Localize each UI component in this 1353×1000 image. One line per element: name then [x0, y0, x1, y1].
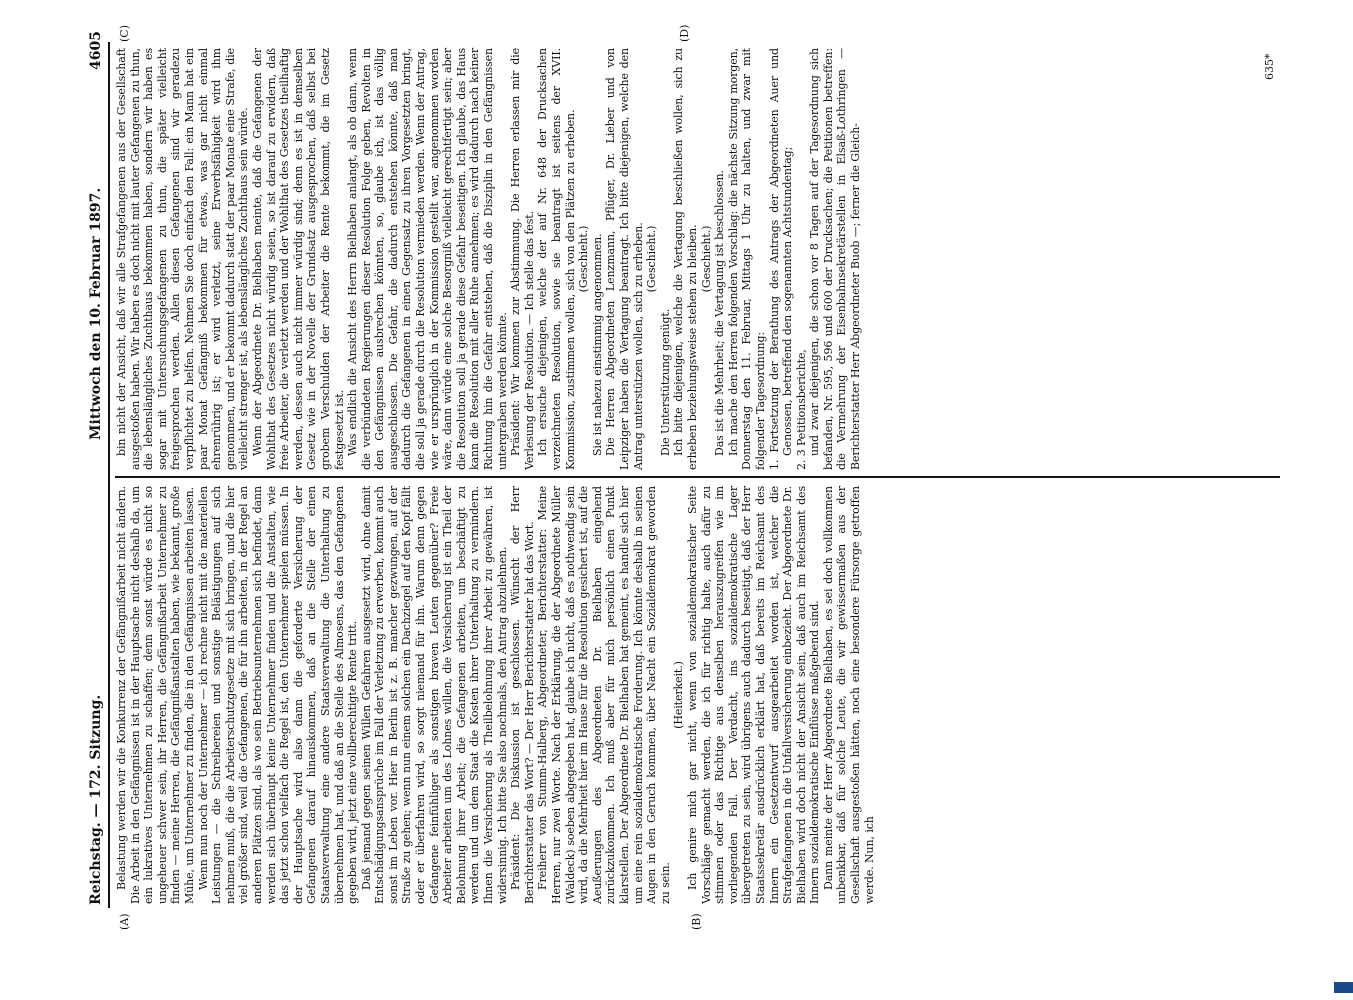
header-left: Reichstag. — 172. Sitzung.	[88, 694, 104, 905]
margin-mark-b: (B)	[690, 913, 703, 930]
signature-mark: 635*	[1263, 53, 1276, 80]
left-column-paragraph: Daß jemand gegen seinen Willen Gefahren ausgesetzt wird, ohne damit Entschädigungsansprüche im Fall der Verletzung zu erwerben, kommt auch sonst im Leben vor. Hier in Berlin ist z. B. mancher gezwungen, auf der Straße zu gehen; wenn nun einem solchen ein Dachziegel auf den Kopf fällt oder er überfahren wird, so sorgt niemand für ihn. Warum denn gegen Gefangene feinfühliger als sonstigen braven Leuten gegenüber? Freie Arbeiter arbeiten um des Lohnes willen, die Versicherung ist ein Theil der Belohnung ihrer Arbeit; die Gefangenen arbeiten, um beschäftigt zu werden und um dem Staat die Kosten ihrer Unterhaltung zu vermindern. Ihnen die Versicherung als Theilbelohnung ihrer Arbeit zu gewähren, ist widersinnig. Ich bitte Sie also nochmals, den Antrag abzulehnen.	[359, 486, 509, 904]
margin-mark-c: (C)	[118, 25, 131, 42]
right-column-paragraph: (Geschieht.)	[577, 225, 591, 293]
left-column-paragraph: Freiherr von Stumm-Halberg, Abgeordneter, Berichterstatter: Meine Herren, nur zwei Worte. Nach der Erklärung, die der Abgeordnete Müller (Waldeck) soeben abgegeben hat, glaube ich nicht, daß es nothwendig sein wird, da die Mehrheit hier im Hause für die Resolution gesichert ist, auf die Aeußerungen des Abgeordneten Dr. Bielhaben eingehend zurückzukommen. Ich muß aber für mich persönlich einen Punkt klarstellen. Der Abgeordnete Dr. Bielhaben hat gemeint, es handle sich hier um eine rein sozialdemokratische Forderung. Ich könnte deshalb in seinen Augen in den Geruch kommen, über Nacht ein Sozialdemokrat geworden zu sein.	[536, 486, 672, 904]
left-column	[115, 486, 876, 904]
right-column-paragraph: Ich bitte diejenigen, welche die Vertagung beschließen wollen, sich zu erheben beziehungsweise stehen zu bleiben.	[672, 48, 699, 470]
right-column-paragraph: Sie ist nahezu einstimmig angenommen.	[590, 233, 604, 456]
header-rule	[108, 42, 110, 908]
left-column-paragraph: Belastung werden wir die Konkurrenz der Gefängnißarbeit nicht ändern. Die Arbeit in den Gefängnissen ist in der Hauptsache nicht deshalb da, um ein lukratives Unternehmen zu schaffen; denn sonst würde es nicht so ungeheuer schwer sein, ihr Herren, die Gefängnißarbeit Unternehmer zu finden — meine Herren, die Gefängnißanstalten haben, wie bekannt, große Mühe, um Unternehmer zu finden, die in den Gefängnissen arbeiten lassen.	[115, 486, 196, 904]
right-column-paragraph: Die Unterstützung genügt.	[658, 308, 672, 456]
right-column-paragraph: Wenn der Abgeordnete Dr. Bielhaben meinte, daß die Gefangenen der Wohlthat des Gesetzes nicht würdig seien, so ist darauf zu erwidern, daß freie Arbeiter, die verletzt werden und der Wohlthat des Gesetzes theilhaftig werden, dessen auch nicht immer würdig sind; denn es ist in demselben Gesetz wie in der Novelle der Grundsatz ausgesprochen, daß selbst bei grobem Verschulden der Arbeiter die Rente bekommt, die im Gesetz festgesetzt ist.	[250, 48, 346, 470]
right-column-paragraph: 1. Fortsetzung der Berathung des Antrags der Abgeordneten Auer und Genossen, betreffend den sogenannten Achtstundentag;	[767, 48, 795, 470]
header-center: Mittwoch den 10. Februar 1897.	[88, 187, 104, 440]
right-column-paragraph: Ich mache den Herren folgenden Vorschlag: die nächste Sitzung morgen, Donnerstag den 11. Februar, Mittags 1 Uhr zu halten, und zwar mit folgender Tagesordnung:	[726, 48, 767, 470]
column-divider	[115, 477, 1280, 479]
page-number: 4605	[88, 31, 104, 70]
right-column-paragraph: und zwar diejenigen, die schon vor 8 Tagen auf der Tagesordnung sich befanden, Nr. 595, 596 und 600 der Drucksachen; die Petitionen betreffen: die Vermehrung der Eisenbahnsekretärstellen in Elsaß-Lothringen — Berichterstatter Herr Abgeordneter Buob —; ferner die Gleich-	[808, 48, 863, 470]
left-column-paragraph: Dann meinte der Herr Abgeordnete Bielhaben, es sei doch vollkommen unbenkbar, daß für solche Leute, die wir gewissermaßen aus der Gesellschaft ausgestoßen hätten, noch eine besondere Fürsorge getroffen werde. Nun, ich	[821, 486, 876, 904]
left-column-paragraph: Präsident: Die Diskussion ist geschlossen. Wünscht der Herr Berichterstatter das Wort? — Der Herr Berichterstatter hat das Wort.	[509, 486, 536, 904]
left-column-paragraph: Wenn nun noch der Unternehmer — ich rechne nicht mit die materiellen Leistungen — die Schreibereien und sonstige Belästigungen auf sich nehmen muß, die die Arbeiterschutzgesetze mit sich bringen, und die hier viel größer sind, weil die Gefangenen, die für ihn arbeiten, in der Regel an anderen Plätzen sind, als wo sein Betriebsunternehmen sich befindet, dann werden sich überhaupt keine Unternehmer finden und die Anstalten, wie das jetzt schon vielfach die Regel ist, den Unternehmer spielen müssen. In der Hauptsache wird also dann die geforderte Versicherung der Gefangenen darauf hinauskommen, daß an die Stelle der einen Staatsverwaltung eine andere Staatsverwaltung die Unterhaltung zu übernehmen hat, und daß an die Stelle des Almosens, das den Gefangenen gegeben wird, jetzt eine vollberechtigte Rente tritt.	[196, 486, 360, 904]
right-column-paragraph: Ich ersuche diejenigen, welche der auf Nr. 648 der Drucksachen verzeichneten Resolution, sowie sie beantragt ist seitens der XVII. Kommission, zustimmen wollen, sich von den Plätzen zu erheben.	[536, 48, 577, 470]
right-column-paragraph: Das ist die Mehrheit; die Vertagung ist beschlossen.	[713, 170, 727, 456]
left-column-paragraph: (Heiterkeit.)	[672, 661, 686, 729]
right-column-paragraph: bin nicht der Ansicht, daß wir alle Strafgefangenen aus der Gesellschaft ausgestoßen haben. Wir haben es doch nicht mit lauter Gefangenen zu thun, die lebenslängliches Zuchthaus bekommen haben, sondern wir haben es sogar mit Untersuchungsgefangenen zu thun, die später vielleicht freigesprochen werden. Allen diesen Gefangenen sind wir geradezu verpflichtet zu helfen. Nehmen Sie doch einfach den Fall: ein Mann hat ein paar Monat Gefängniß bekommen für etwas, was gar nicht einmal ehrenrührig ist; er wird verletzt, seine Erwerbsfähigkeit wird ihm genommen, und er bekommt dadurch statt der paar Monate eine Strafe, die vielleicht strenger ist, als lebenslängliches Zuchthaus sein würde.	[115, 48, 251, 470]
left-column-paragraph: Ich genire mich gar nicht, wenn von sozialdemokratischer Seite Vorschläge gemacht werden, die ich für richtig halte, auch dafür zu stimmen oder das Richtige aus denselben herauszugreifen wie im vorliegenden Fall. Der Verdacht, ins sozialdemokratische Lager übergetreten zu sein, wird übrigens auch dadurch beseitigt, daß der Herr Staatssekretär ausdrücklich erklärt hat, daß bereits im Reichsamt des Innern ein Gesetzentwurf ausgearbeitet worden ist, welcher die Strafgefangenen in die Unfallversicherung einbezieht. Der Abgeordnete Dr. Bielhaben wird doch nicht der Ansicht sein, daß auch im Reichsamt des Innern sozialdemokratische Einflüsse maßgebend sind.	[685, 486, 822, 904]
margin-mark-d: (D)	[678, 24, 691, 42]
right-column-paragraph: (Geschieht.)	[699, 225, 713, 293]
right-column	[115, 48, 863, 470]
right-column-paragraph: (Geschieht.)	[645, 225, 659, 293]
dfg-logo	[1334, 982, 1353, 993]
right-column-paragraph: Was endlich die Ansicht des Herrn Bielhaben anlangt, als ob dann, wenn die verbündeten Regierungen dieser Resolution Folge geben, Revolten in den Gefängnissen ausbrechen könnten, so, glaube ich, ist das völlig ausgeschlossen. Die Gefahr, die dadurch entstehen könnte, daß man dadurch die Gefangenen in einen Gegensatz zu ihren Vorgesetzten bringt, die soll ja gerade durch die Resolution vermieden werden. Wenn der Antrag, wie er ursprünglich in der Kommission gestellt war, angenommen worden wäre, dann würde eine solche Besorgniß vielleicht gerechtfertigt sein; aber die Resolution soll ja gerade diese Gefahr beseitigen. Ich glaube, das Haus kann die Resolution mit aller Ruhe annehmen; es wird dadurch nach keiner Richtung hin die Gefahr entstehen, daß die Disziplin in den Gefängnissen untergraben werden könnte.	[346, 48, 509, 470]
right-column-paragraph: 2. 3 Petitionsberichte,	[794, 349, 808, 470]
digitization-credit	[1340, 8, 1353, 993]
margin-mark-a: (A)	[118, 913, 131, 930]
right-column-paragraph: Die Herren Abgeordneten Lenzmann, Pflüger, Dr. Lieber und von Leipziger haben die Vertagung beantragt. Ich bitte diejenigen, welche den Antrag unterstützen wollen, sich zu erheben.	[604, 48, 645, 470]
right-column-paragraph: Präsident: Wir kommen zur Abstimmung. Die Herren erlassen mir die Verlesung der Resolution. — Ich stelle das fest.	[509, 48, 536, 470]
